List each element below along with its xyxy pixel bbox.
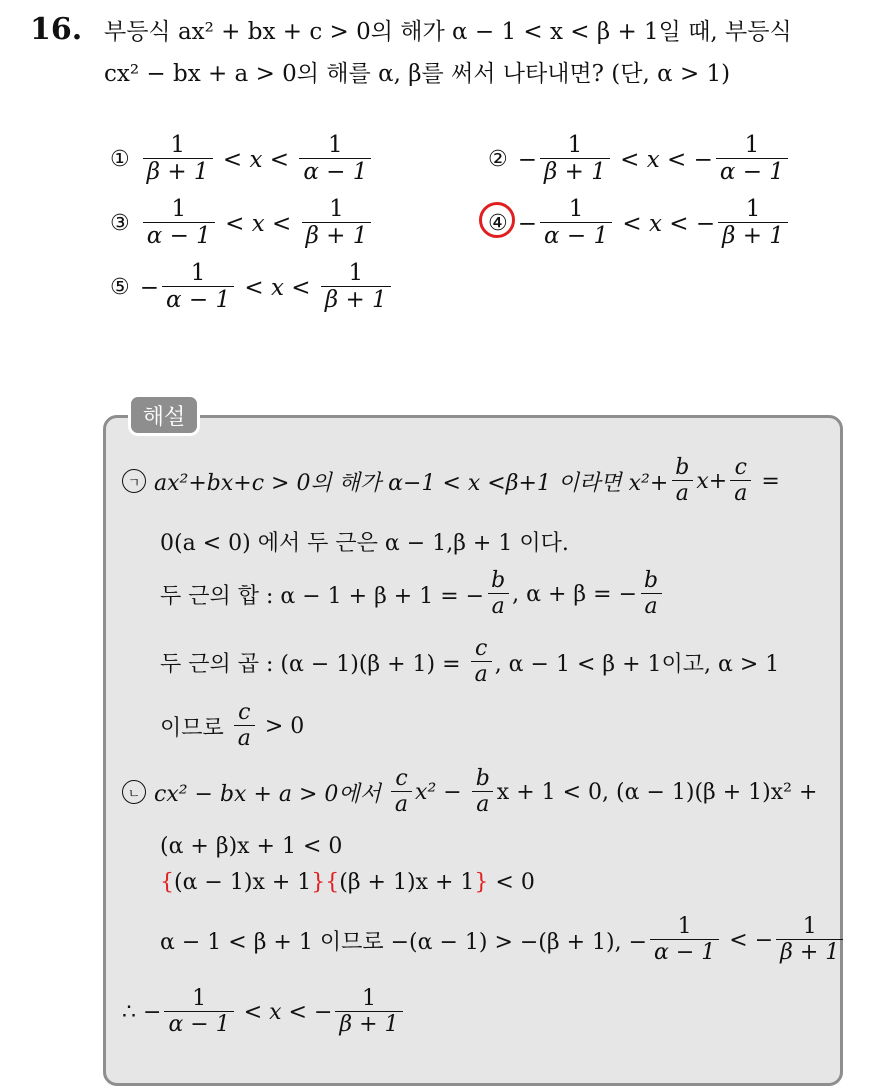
option-1-mark: ① <box>110 147 130 173</box>
option-2-right-fraction: $\frac{1}{\alpha - 1}$ <box>716 132 788 187</box>
option-5-mark: ⑤ <box>110 275 130 301</box>
option-5-left-sign: − <box>139 274 160 301</box>
solution-line-6-text: cx² − bx + a > 0에서 <box>154 781 388 807</box>
solution-line-10-text: ∴ − <box>122 999 162 1025</box>
option-4-right-fraction: $\frac{1}{\beta + 1}$ <box>718 196 788 251</box>
solution-line-9-mid: < − <box>722 927 774 953</box>
solution-line-5-text: 이므로 <box>160 715 231 741</box>
solution-line-6 <box>122 766 817 819</box>
solution-line-2: 0(a < 0) 에서 두 근은 α − 1,β + 1 이다. <box>160 531 569 556</box>
solution-line-6-end: x + 1 < 0, (α − 1)(β + 1)x² + <box>496 779 818 805</box>
option-4-left-sign: − <box>517 210 538 237</box>
solution-line-3-frac-1: $\frac{b}{a}$ <box>487 568 509 621</box>
solution-line-10-mid: < x < − <box>236 999 333 1025</box>
question-number: 16. <box>30 12 83 47</box>
red-brace-mid: }{ <box>311 870 340 895</box>
option-1-left-fraction: $\frac{1}{\beta + 1}$ <box>143 132 213 187</box>
solution-line-7: (α + β)x + 1 < 0 <box>160 834 343 859</box>
question-line-2: cx² − bx + a > 0의 해를 α, β를 써서 나타내면? (단, α > 1) <box>104 61 731 87</box>
option-2[interactable] <box>488 132 791 187</box>
solution-line-1-frac-b: $\frac{b}{a}$ <box>671 455 693 508</box>
option-1-right-fraction: $\frac{1}{\alpha - 1}$ <box>299 132 371 187</box>
solution-line-9-frac-1: $\frac{1}{\alpha - 1}$ <box>650 914 719 967</box>
solution-line-8 <box>160 870 535 895</box>
solution-line-3-mid: , α + β = − <box>512 581 638 607</box>
option-5-right-fraction: $\frac{1}{\beta + 1}$ <box>321 260 391 315</box>
solution-line-6-frac-c: $\frac{c}{a}$ <box>391 766 412 819</box>
solution-line-1 <box>122 455 780 508</box>
solution-line-8-factor-1: (α − 1)x + 1 <box>174 870 312 895</box>
solution-line-4 <box>160 636 779 689</box>
solution-line-9-text: α − 1 < β + 1 이므로 −(α − 1) > −(β + 1), − <box>160 929 648 955</box>
solution-line-4-end: , α − 1 < β + 1이고, α > 1 <box>494 651 780 677</box>
red-brace-open: { <box>160 870 174 895</box>
option-5-left-fraction: $\frac{1}{\alpha - 1}$ <box>162 260 234 315</box>
option-4[interactable] <box>488 196 791 251</box>
option-2-middle: < x < − <box>612 146 713 173</box>
option-2-left-sign: − <box>517 146 538 173</box>
solution-line-8-end: < 0 <box>488 870 535 895</box>
option-4-middle: < x < − <box>615 210 716 237</box>
option-4-left-fraction: $\frac{1}{\alpha - 1}$ <box>540 196 612 251</box>
solution-line-6-frac-b: $\frac{b}{a}$ <box>472 766 494 819</box>
option-3-mark: ③ <box>110 211 130 237</box>
solution-line-4-text: 두 근의 곱 : (α − 1)(β + 1) = <box>160 651 468 677</box>
solution-line-3-frac-2: $\frac{b}{a}$ <box>640 568 662 621</box>
option-3[interactable] <box>110 196 374 251</box>
option-3-middle: < x < <box>217 210 299 237</box>
option-5-middle: < x < <box>237 274 318 301</box>
circled-label-1: ㄱ <box>122 469 146 493</box>
solution-line-5-frac: $\frac{c}{a}$ <box>234 700 255 753</box>
solution-line-10 <box>122 986 406 1039</box>
solution-line-3 <box>160 568 665 621</box>
solution-line-4-frac: $\frac{c}{a}$ <box>471 636 492 689</box>
option-3-right-fraction: $\frac{1}{\beta + 1}$ <box>302 196 372 251</box>
solution-line-10-frac-2: $\frac{1}{\beta + 1}$ <box>335 986 402 1039</box>
solution-line-5-end: > 0 <box>257 713 305 739</box>
solution-line-9 <box>160 914 846 967</box>
solution-line-1-frac-c: $\frac{c}{a}$ <box>730 455 751 508</box>
option-4-mark: ④ <box>488 211 508 237</box>
solution-line-1-text: ax²+bx+c > 0의 해가 α−1 < x <β+1 이라면 x²+ <box>154 470 669 496</box>
solution-line-3-text: 두 근의 합 : α − 1 + β + 1 = − <box>160 583 485 609</box>
solution-line-6-mid: x² − <box>415 779 469 805</box>
solution-line-10-frac-1: $\frac{1}{\alpha - 1}$ <box>164 986 233 1039</box>
red-brace-close: } <box>474 870 489 895</box>
solution-line-8-factor-2: (β + 1)x + 1 <box>339 870 475 895</box>
circled-label-2: ㄴ <box>122 780 146 804</box>
option-1[interactable] <box>110 132 374 187</box>
solution-line-5 <box>160 700 304 753</box>
solution-badge: 해설 <box>128 394 200 436</box>
solution-line-1-end: = <box>754 468 780 494</box>
question-line-1: 부등식 ax² + bx + c > 0의 해가 α − 1 < x < β + 1일 때, 부등식 <box>104 19 792 45</box>
option-3-left-fraction: $\frac{1}{\alpha - 1}$ <box>143 196 215 251</box>
option-5[interactable] <box>110 260 394 315</box>
option-2-mark: ② <box>488 147 508 173</box>
solution-line-1-mid: x+ <box>696 468 728 494</box>
option-1-middle: < x < <box>215 146 297 173</box>
option-2-left-fraction: $\frac{1}{\beta + 1}$ <box>540 132 610 187</box>
solution-line-9-frac-2: $\frac{1}{\beta + 1}$ <box>776 914 843 967</box>
